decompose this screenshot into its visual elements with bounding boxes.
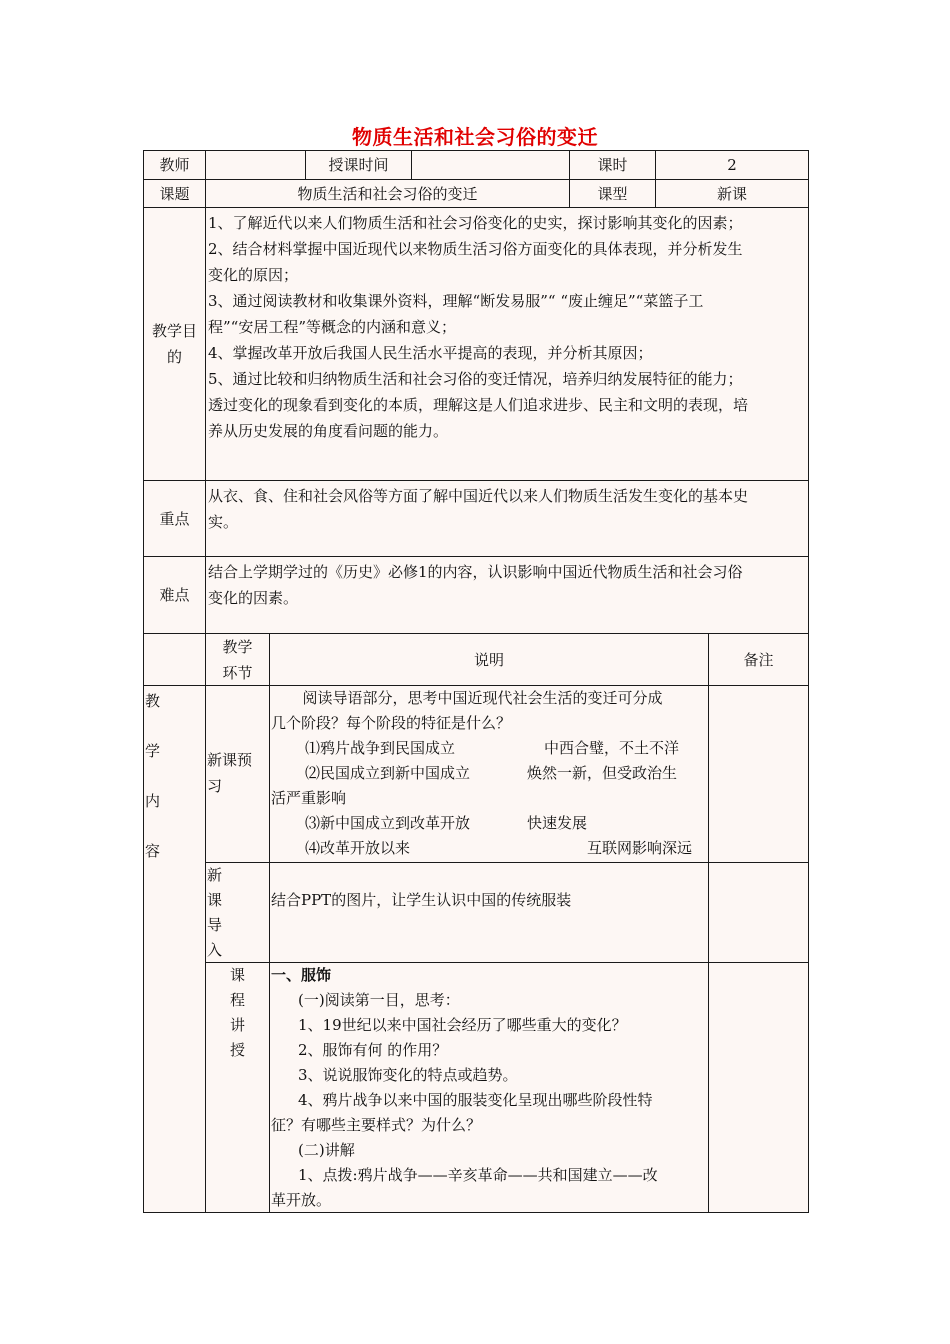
hours-label-cell [569, 150, 656, 180]
preview-content-cell [269, 685, 709, 863]
preview-label-cell [205, 685, 270, 863]
preview-stage-left: ⑶新中国成立到改革开放 [305, 814, 471, 832]
objective-line: 程”“安居工程”等概念的内涵和意义； [208, 318, 457, 336]
teacher-label-cell [143, 150, 206, 180]
notes-header-cell [708, 633, 809, 686]
type-label: 课型 [597, 184, 628, 203]
notes-header: 备注 [743, 650, 774, 669]
intro-content-cell [269, 862, 709, 963]
objective-line: 3、通过阅读教材和收集课外资料，理解“断发易服”“ “废止缠足”“菜篮子工 [208, 292, 704, 310]
preview-stage-row [271, 836, 706, 861]
content-label-char: 容 [145, 842, 161, 860]
objectives-label-line2: 的 [166, 348, 182, 366]
page-title: 物质生活和社会习俗的变迁 [352, 125, 598, 149]
teacher-value-cell [205, 150, 306, 180]
lecture-line: 革开放。 [271, 1191, 332, 1209]
objectives-content-cell [205, 207, 809, 481]
difficulty-line: 结合上学期学过的《历史》必修1的内容，认识影响中国近代物质生活和社会习俗 [208, 563, 743, 581]
objective-line: 透过变化的现象看到变化的本质，理解这是人们追求进步、民主和文明的表现，培 [208, 396, 749, 414]
topic-value-cell [205, 179, 570, 208]
preview-label-line2: 习 [207, 777, 223, 795]
key-points-label: 重点 [159, 509, 190, 528]
lecture-line: 1、点拨:鸦片战争——辛亥革命——共和国建立——改 [298, 1166, 658, 1184]
topic-label: 课题 [159, 184, 190, 203]
lecture-label-char: 程 [230, 991, 246, 1009]
lecture-label-char: 课 [230, 966, 246, 984]
key-point-line: 实。 [208, 513, 239, 531]
lecture-line: 2、服饰有何 的作用？ [298, 1041, 448, 1059]
step-header-line1: 教学 [222, 637, 253, 656]
lecture-label-char: 授 [230, 1041, 246, 1059]
step-header-cell [205, 633, 270, 686]
key-points-label-cell [143, 480, 206, 557]
preview-intro-line: 阅读导语部分，思考中国近现代社会生活的变迁可分成 [302, 689, 663, 707]
lecture-label-cell [205, 962, 270, 1213]
intro-label-char: 入 [207, 941, 223, 959]
lecture-line: 4、鸦片战争以来中国的服装变化呈现出哪些阶段性特 [298, 1091, 653, 1109]
content-label-cell [143, 685, 206, 1213]
type-label-cell [569, 179, 656, 208]
difficulty-line: 变化的因素。 [208, 589, 299, 607]
time-value-cell [411, 150, 570, 180]
intro-label-cell [205, 862, 270, 963]
hours-value: 2 [727, 156, 737, 174]
topic-label-cell [143, 179, 206, 208]
objective-line: 2、结合材料掌握中国近现代以来物质生活习俗方面变化的具体表现，并分析发生 [208, 240, 743, 258]
teacher-label: 教师 [159, 156, 190, 174]
time-label-cell [305, 150, 412, 180]
key-points-content-cell [205, 480, 809, 557]
objective-line: 养从历史发展的角度看问题的能力。 [208, 422, 449, 440]
content-label-char: 教 [145, 692, 161, 710]
preview-stage-cont: 活严重影响 [271, 789, 347, 807]
difficulties-label: 难点 [159, 586, 190, 604]
lecture-line: (一)阅读第一目，思考： [298, 991, 460, 1009]
type-value: 新课 [716, 184, 747, 203]
preview-notes-cell [708, 685, 809, 863]
objective-line: 4、掌握改革开放后我国人民生活水平提高的表现，并分析其原因； [208, 344, 653, 362]
intro-label-char: 新 [207, 866, 223, 884]
topic-value: 物质生活和社会习俗的变迁 [297, 184, 478, 203]
preview-stage-left: ⑴鸦片战争到民国成立 [305, 739, 456, 757]
objectives-label-cell [143, 207, 206, 481]
intro-text: 结合PPT的图片，让学生认识中国的传统服装 [271, 891, 572, 909]
preview-stage-left: ⑷改革开放以来 [305, 839, 411, 857]
type-value-cell [655, 179, 809, 208]
step-header-line2: 环节 [222, 663, 253, 682]
content-label-char: 学 [145, 742, 161, 760]
preview-stage-right: 互联网影响深远 [587, 839, 693, 857]
hours-value-cell [655, 150, 809, 180]
objective-line: 1、了解近代以来人们物质生活和社会习俗变化的史实，探讨影响其变化的因素； [208, 214, 743, 232]
objective-line: 5、通过比较和归纳物质生活和社会习俗的变迁情况，培养归纳发展特征的能力； [208, 370, 743, 388]
lecture-content-cell [269, 962, 709, 1213]
objective-line: 变化的原因； [208, 266, 299, 284]
lecture-heading: 一、服饰 [271, 966, 332, 984]
objectives-label-line1: 教学目 [151, 322, 197, 340]
intro-label-char: 课 [207, 891, 223, 909]
time-label: 授课时间 [328, 156, 389, 174]
lecture-notes-cell [708, 962, 809, 1213]
preview-stage-row [271, 761, 706, 786]
process-header-blank-cell [143, 633, 206, 686]
lecture-label-char: 讲 [230, 1016, 246, 1034]
preview-stage-row [271, 811, 706, 836]
lecture-line: 3、说说服饰变化的特点或趋势。 [298, 1066, 518, 1084]
preview-stage-right: 中西合璧，不土不洋 [544, 739, 680, 757]
preview-stage-left: ⑵民国成立到新中国成立 [305, 764, 471, 782]
intro-label-char: 导 [207, 916, 223, 934]
intro-notes-cell [708, 862, 809, 963]
preview-stage-row [271, 736, 706, 761]
hours-label: 课时 [597, 156, 628, 174]
desc-header-cell [269, 633, 709, 686]
desc-header: 说明 [473, 650, 504, 669]
difficulties-label-cell [143, 556, 206, 634]
preview-intro-line: 几个阶段？每个阶段的特征是什么？ [271, 714, 512, 732]
preview-label-line1: 新课预 [207, 751, 253, 769]
lecture-line: (二)讲解 [298, 1141, 355, 1159]
lecture-line: 1、19世纪以来中国社会经历了哪些重大的变化？ [298, 1016, 627, 1034]
content-label-char: 内 [145, 792, 161, 810]
lecture-line: 征？有哪些主要样式？为什么？ [271, 1116, 482, 1134]
preview-stage-right: 快速发展 [527, 814, 588, 832]
key-point-line: 从衣、食、住和社会风俗等方面了解中国近代以来人们物质生活发生变化的基本史 [208, 487, 749, 505]
difficulties-content-cell [205, 556, 809, 634]
preview-stage-right: 焕然一新，但受政治生 [527, 764, 678, 782]
